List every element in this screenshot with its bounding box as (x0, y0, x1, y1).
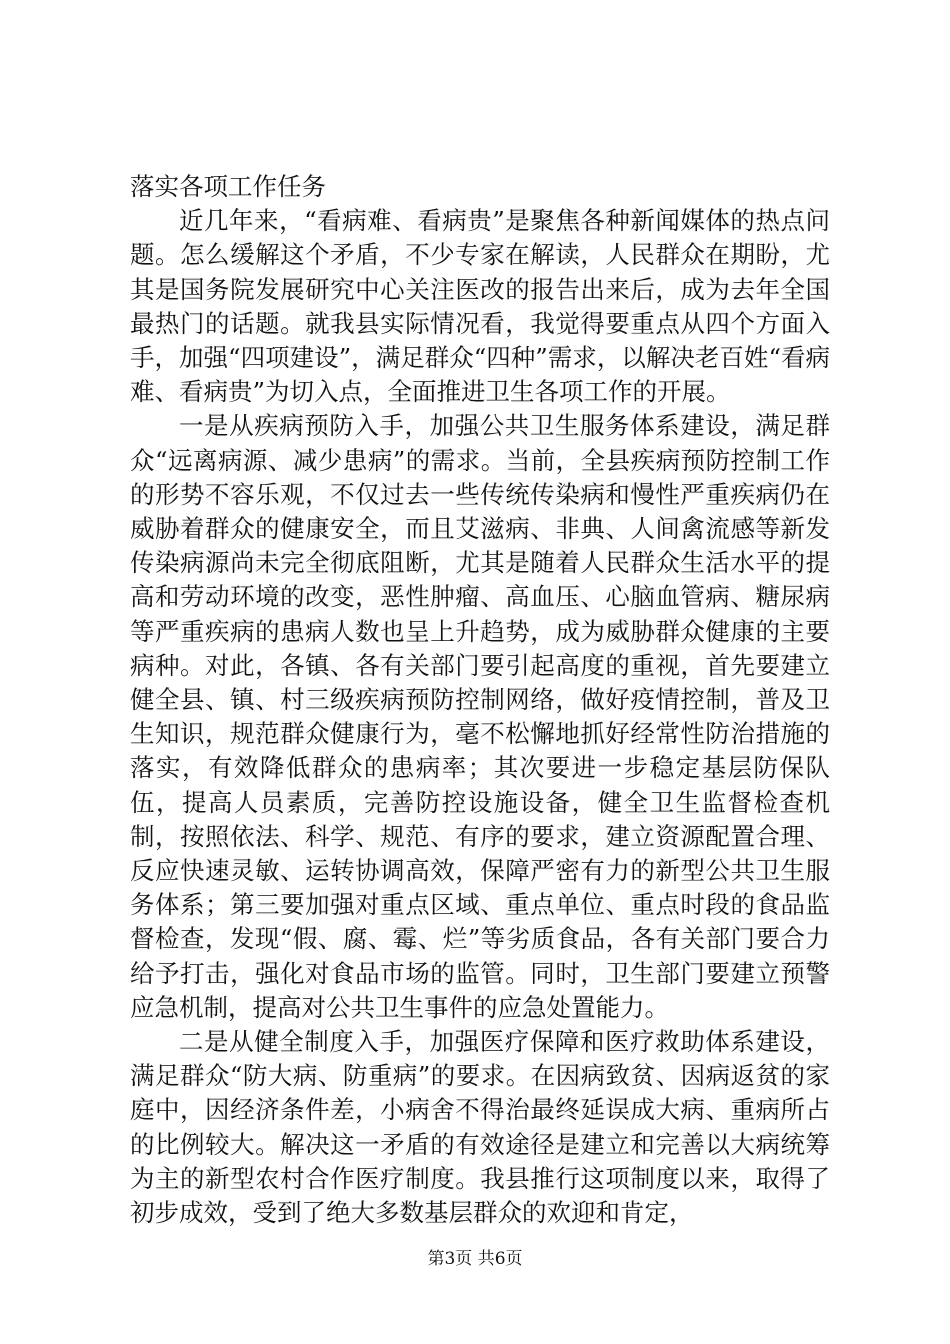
paragraph-second-point: 二是从健全制度入手，加强医疗保障和医疗救助体系建设，满足群众“防大病、防重病”的要求。在因病致贫、因病返贫的家庭中，因经济条件差，小病舍不得治最终延误成大病、重病所占的比例较大。解决这一矛盾的有效途径是建立和完善以大病统筹为主的新型农村合作医疗制度。我县推行这项制度以来，取得了初步成效，受到了绝大多数基层群众的欢迎和肯定， (130, 1027, 830, 1228)
paragraph-first-point: 一是从疾病预防入手，加强公共卫生服务体系建设，满足群众“远离病源、减少患病”的需求。当前，全县疾病预防控制工作的形势不容乐观，不仅过去一些传统传染病和慢性严重疾病仍在威胁着群众的健康安全，而且艾滋病、非典、人间禽流感等新发传染病源尚未完全彻底阻断，尤其是随着人民群众生活水平的提高和劳动环境的改变，恶性肿瘤、高血压、心脑血管病、糖尿病等严重疾病的患病人数也呈上升趋势，成为威胁群众健康的主要病种。对此，各镇、各有关部门要引起高度的重视，首先要建立健全县、镇、村三级疾病预防控制网络，做好疫情控制，普及卫生知识，规范群众健康行为，毫不松懈地抓好经常性防治措施的落实，有效降低群众的患病率；其次要进一步稳定基层防保队伍，提高人员素质，完善防控设施设备，健全卫生监督检查机制，按照依法、科学、规范、有序的要求，建立资源配置合理、反应快速灵敏、运转协调高效，保障严密有力的新型公共卫生服务体系；第三要加强对重点区域、重点单位、重点时段的食品监督检查，发现“假、腐、霉、烂”等劣质食品，各有关部门要合力给予打击，强化对食品市场的监管。同时，卫生部门要建立预警应急机制，提高对公共卫生事件的应急处置能力。 (130, 411, 830, 1022)
document-body (130, 170, 830, 1230)
page-number-footer: 第3页 共6页 (427, 1249, 523, 1269)
section-heading: 落实各项工作任务 (130, 172, 326, 201)
paragraph-intro: 近几年来，“看病难、看病贵”是聚焦各种新闻媒体的热点问题。怎么缓解这个矛盾，不少专家在解读，人民群众在期盼，尤其是国务院发展研究中心关注医改的报告出来后，成为去年全国最热门的话题。就我县实际情况看，我觉得要重点从四个方面入手，加强“四项建设”，满足群众“四种”需求，以解决老百姓“看病难、看病贵”为切入点，全面推进卫生各项工作的开展。 (130, 206, 830, 407)
